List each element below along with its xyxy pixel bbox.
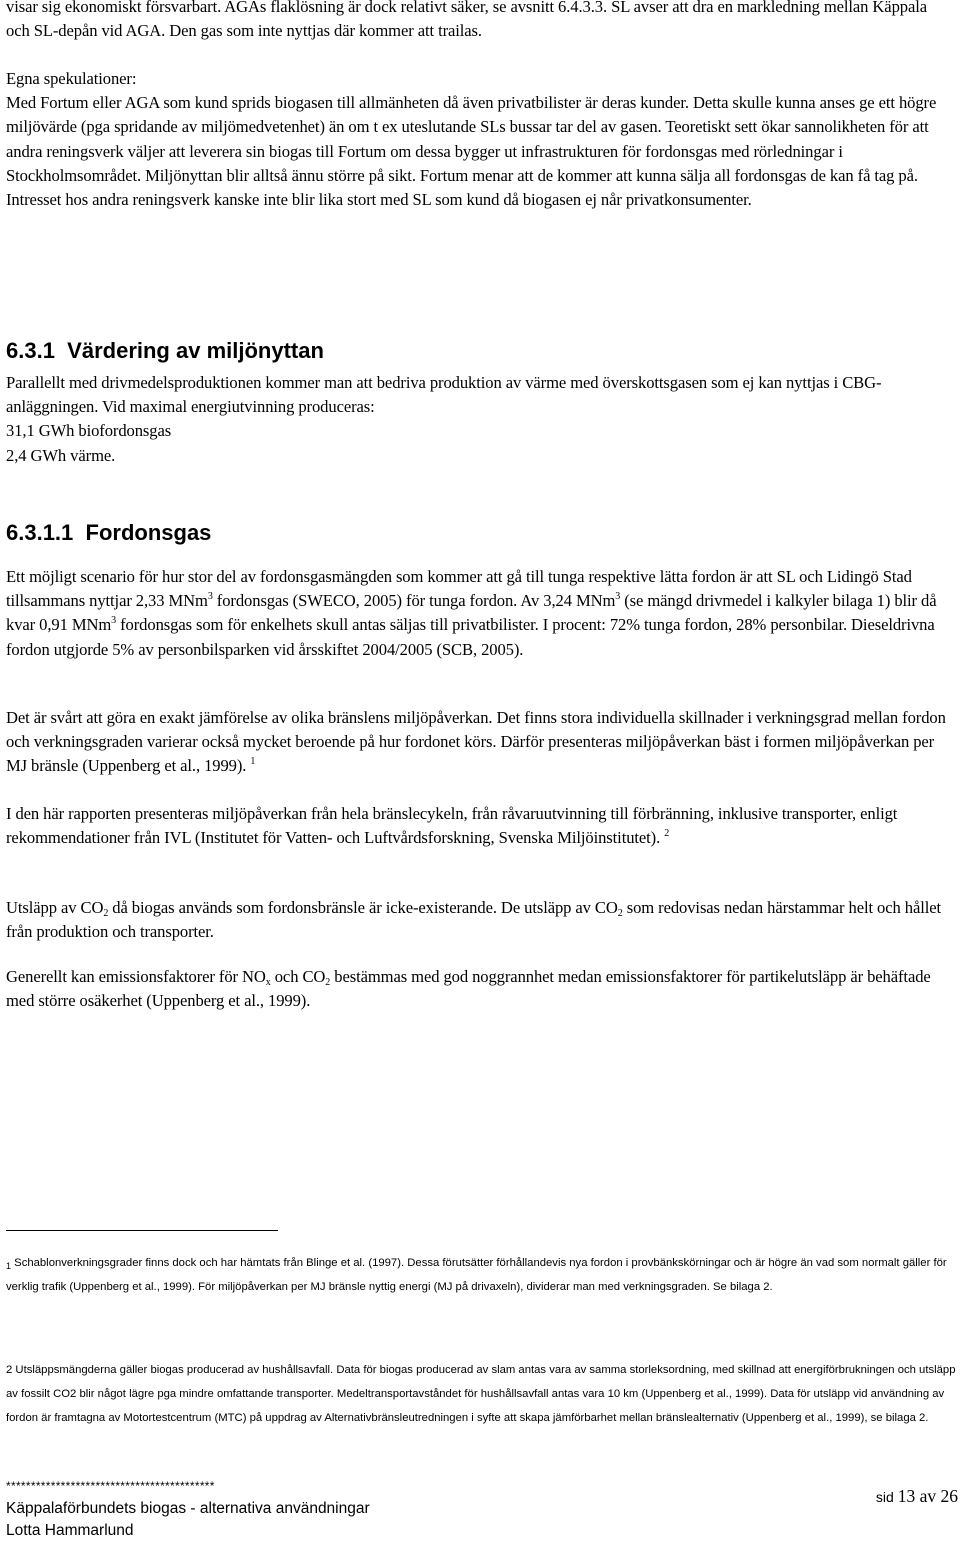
text-run: (se mängd drivmedel i kalkyler bilaga 1) blir då kvar 0,91 MNm [6,591,937,635]
footnote-separator [6,1230,278,1231]
footnote-2 [6,1358,956,1431]
text-run: Det är svårt att göra en exakt jämförelse av olika bränslens miljöpåverkan. Det finns stora individuella skillnader i verkningsgrad mellan fordon och verkningsgraden varierar också mycket beroende på hur fordonet körs. Därför presenteras miljöpåverkan bäst i formen miljöpåverkan per MJ bränsle (Uppenberg et al., 1999). [6,708,946,776]
subsection-title: Fordonsgas [85,520,212,545]
section-title: Värdering av miljönyttan [67,338,324,363]
text-run: fordonsgas (SWECO, 2005) för tunga fordon. Av 3,24 MNm [212,591,616,611]
fordonsgas-paragraph-2 [6,706,952,779]
page-prefix: sid [875,1489,898,1505]
page-indicator [876,1486,958,1508]
text-run: Utsläpp av CO [6,898,104,917]
footnote-1 [6,1251,956,1299]
fordonsgas-paragraph-3 [6,802,952,850]
section-heading-6-3-1 [6,338,324,364]
section-heading-6-3-1-1 [6,520,211,546]
footer-document-title: Käppalaförbundets biogas - alternativa användningar [6,1500,370,1517]
production-line-heat: 2,4 GWh värme. [6,445,116,465]
text-run: och CO [270,967,326,986]
page-separator: av [915,1486,941,1506]
footnote-text: Schablonverkningsgrader finns dock och har hämtats från Blinge et al. (1997). Dessa förutsätter förhållandevis nya fordon i provbänkskörningar och är högre än vad som normalt gäller för verklig trafik (Uppenberg et al., 1999). För miljöpåverkan per MJ bränsle nyttig energi (MJ på drivaxeln), dividerar man med verkningsgraden. Se bilaga 2. [6,1257,947,1294]
production-line-fuel: 31,1 GWh biofordonsgas [6,421,172,441]
footnote-ref-2[interactable]: 2 [664,828,670,840]
subscript: 2 [617,908,623,919]
footnote-number: 2 [6,1364,13,1376]
section-number: 6.3.1 [6,338,55,363]
speculation-text: Med Fortum eller AGA som kund sprids biogasen till allmänheten då även privatbilister är deras kunder. Detta skulle kunna anses ge ett högre miljövärde (pga spridande av miljömedvetenhet) än om t ex uteslutande SLs bussar tar del av gasen. Teoretiskt sett ökar sannolikheten för att andra reningsverk väljer att leverera sin biogas till Fortum om dessa bygger ut infrastrukturen för fordonsgas med rörledningar i Stockholmsområdet. Miljönyttan blir alltså ännu större på sikt. Fortum menar att de kommer att kunna sälja all fordonsgas de kan få tag på. Intresset hos andra reningsverk kanske inte blir lika stort med SL som kund då biogasen ej når privatkonsumenter. [6,93,937,210]
text-run: som redovisas nedan härstammar helt och hållet från produktion och transporter. [6,898,942,942]
fordonsgas-paragraph-5 [6,965,952,1013]
footer-stars: ****************************************** [6,1479,215,1493]
superscript: 3 [207,591,213,603]
subsection-number: 6.3.1.1 [6,520,74,545]
fordonsgas-paragraph-1 [6,565,952,662]
speculation-heading: Egna spekulationer: [6,69,137,88]
text-run: Generellt kan emissionsfaktorer för NO [6,967,266,986]
fordonsgas-paragraph-4 [6,896,952,944]
subscript: x [265,977,271,988]
footnote-number: 1 [6,1261,12,1271]
speculation-block [6,67,952,212]
text-run: Ett möjligt scenario för hur stor del av fordonsgasmängden som kommer att gå till tunga respektive lätta fordon är att SL och Lidingö Stad tillsammans nyttjar 2,33 MNm [6,567,912,611]
body-paragraph-intro [6,0,952,43]
text-run: fordonsgas som för enkelhets skull antas säljas till privatbilister. I procent: 72% tunga fordon, 28% personbilar. Dieseldrivna fordon utgjorde 5% av personbilsparken vid årsskiftet 2004/2005 (SCB, 2005). [6,615,935,659]
superscript: 3 [615,591,621,603]
text-run: bestämmas med god noggrannhet medan emissionsfaktorer för partikelutsläpp är behäftade med större osäkerhet (Uppenberg et al., 1999). [6,967,931,1011]
superscript: 3 [111,615,117,627]
section-paragraph-text: Parallellt med drivmedelsproduktionen kommer man att bedriva produktion av värme med överskottsgasen som ej kan nyttjas i CBG-anläggningen. Vid maximal energiutvinning produceras: [6,373,882,417]
intro-text: visar sig ekonomiskt försvarbart. AGAs flaklösning är dock relativt säker, se avsnitt 6.4.3.3. SL avser att dra en markledning mellan Käppala och SL-depån vid AGA. Den gas som inte nyttjas där kommer att trailas. [6,0,928,41]
subscript: 2 [325,977,331,988]
text-run: då biogas används som fordonsbränsle är icke-existerande. De utsläpp av CO [108,898,618,917]
section-6-3-1-paragraph [6,371,952,468]
footnote-text: Utsläppsmängderna gäller biogas producerad av hushållsavfall. Data för biogas producerad av slam antas vara av samma storleksordning, med skillnad att energiförbrukningen och utsläpp av fossilt CO2 blir något lägre pga mindre omfattande transporter. Medeltransportavståndet för hushållsavfall antas vara 10 km (Uppenberg et al., 1999). Data för utsläpp vid användning av fordon är framtagna av Motortestcentrum (MTC) på uppdrag av Alternativbränsleutredningen i syfte att skapa jämförbarhet mellan bränslealternativ (Uppenberg et al., 1999), se bilaga 2. [6,1364,956,1425]
page-total: 26 [940,1486,958,1506]
footer-author: Lotta Hammarlund [6,1522,134,1539]
footnote-ref-1[interactable]: 1 [250,756,256,768]
subscript: 2 [103,908,109,919]
page-number: 13 [897,1486,916,1506]
text-run: I den här rapporten presenteras miljöpåverkan från hela bränslecykeln, från råvaruutvinning till förbränning, inklusive transporter, enligt rekommendationer från IVL (Institutet för Vatten- och Luftvårdsforskning, Svenska Miljöinstitutet). [6,804,898,848]
